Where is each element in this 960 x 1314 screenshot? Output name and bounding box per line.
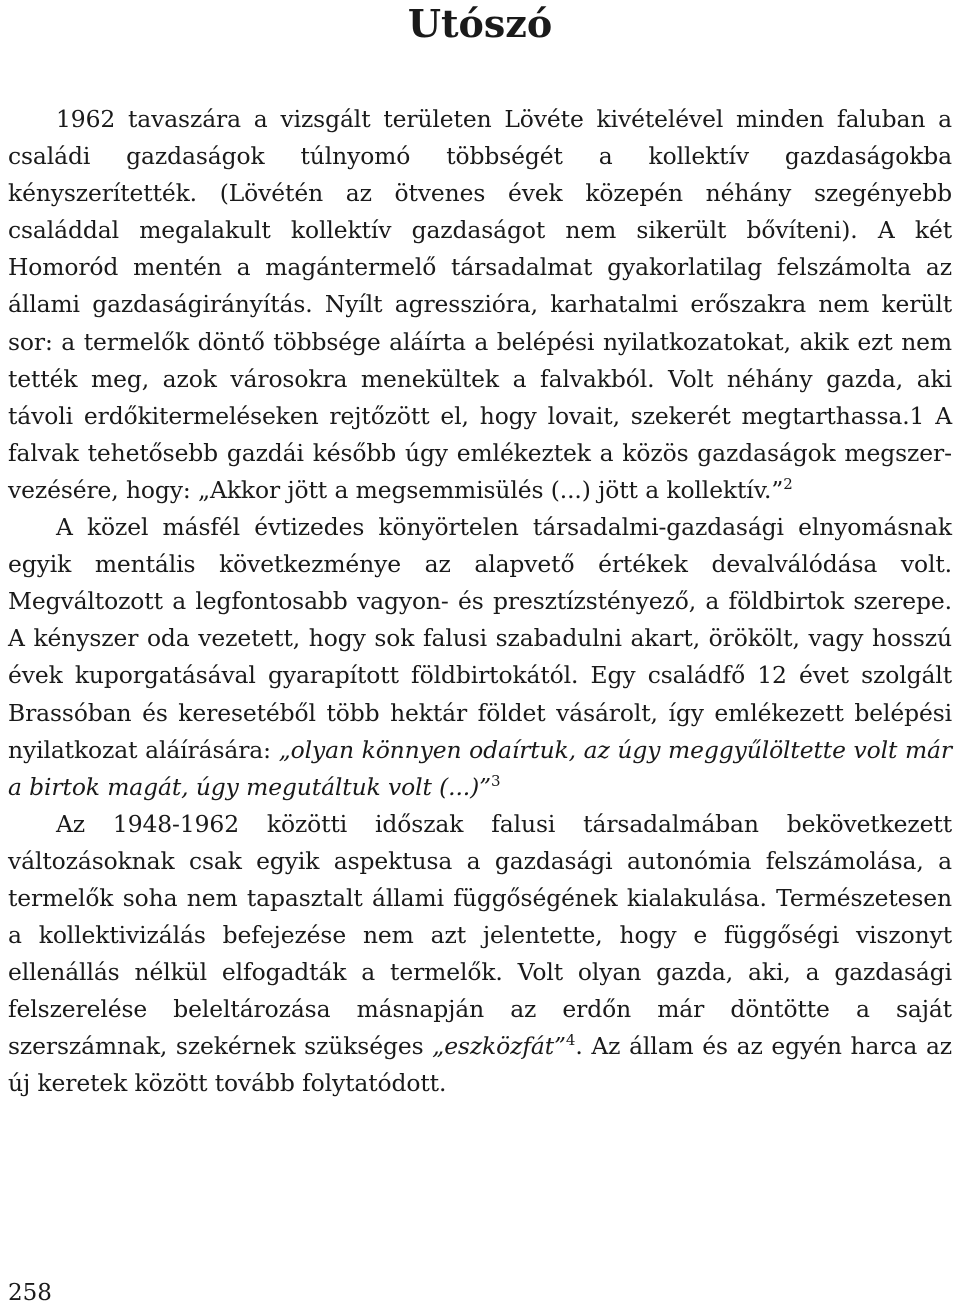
paragraph-3	[8, 806, 952, 1103]
footnote-ref-3: 3	[491, 771, 501, 790]
paragraph-3-text: Az 1948-1962 közötti időszak falusi társadalmában bekövetkezett változásoknak csak egyik aspektusa a gazdasági autonómia felszámolása, a termelők soha nem tapasztalt állami függőségének kialakulása. Természetesen a kollektivizálás befejezése nem azt jelentette, hogy e függőségi viszonyt ellenállás nélkül elfogadták a termelők. Volt olyan gazda, aki, a gazdasági felszerelése beleltározása másnapján az erdőn már döntötte a saját szerszámnak, szekérnek szükséges	[8, 809, 952, 1061]
footnote-ref-2: 2	[783, 474, 793, 493]
paragraph-2-text: A közel másfél évtizedes könyörtelen társadalmi-gazdasági elnyomásnak egyik mentális következménye az alapvető értékek devalválódása volt. Megváltozott a legfontosabb vagyon- és presztízstényező, a földbirtok szerepe. A kényszer oda vezetett, hogy sok falusi szabadulni akart, örökölt, vagy hosszú évek kuporgatásával gyarapított földbirtokától. Egy családfő 12 évet szolgált Brassóban és keresetéből több hektár földet vásárolt, így emlékezett belépési nyilatkozat aláírására:	[8, 513, 952, 764]
paragraph-3-quote: „eszközfát”	[432, 1032, 566, 1061]
paragraph-2	[8, 509, 952, 806]
paragraph-3-text-end: . Az állam és az egyén harca az új keretek között tovább folytatódott.	[8, 1032, 953, 1098]
paragraph-2-quote: „olyan könnyen odaírtuk, az úgy meggyűlöltette volt már a birtok magát, úgy megutáltuk volt (...)”	[8, 735, 952, 801]
page-number: 258	[8, 1280, 52, 1306]
footnote-ref-4: 4	[565, 1031, 576, 1050]
paragraph-1	[8, 101, 952, 509]
body-text	[8, 101, 952, 1103]
paragraph-1-text: 1962 tavaszára a vizsgált területen Lövéte kivételével minden faluban a családi gazdaságok túlnyomó többségét a kollektív gazdaságokba kényszerítették. (Lövétén az ötvenes évek közepén néhány szegényebb családdal megalakult kollektív gazdaságot nem sikerült bővíteni). A két Homoród mentén a magántermelő társadalmat gyakorlatilag felszámolta az állami gazdaságirányítás. Nyílt agresszióra, karhatalmi erőszakra nem került sor: a termelők döntő többsége aláírta a belépési nyilatkozatokat, akik ezt nem tették meg, azok városokra menekültek a falvakból. Volt néhány gazda, aki távoli erdőkitermeléseken rejtőzött el, hogy lovait, szekerét megtarthassa.1 A falvak tehetősebb gazdái később úgy emlékeztek a közös gazdaságok megszervezésére, hogy: „Akkor jött a megsemmisülés (...) jött a kollektív.”	[8, 105, 952, 504]
page-title: Utószó	[407, 1, 553, 46]
